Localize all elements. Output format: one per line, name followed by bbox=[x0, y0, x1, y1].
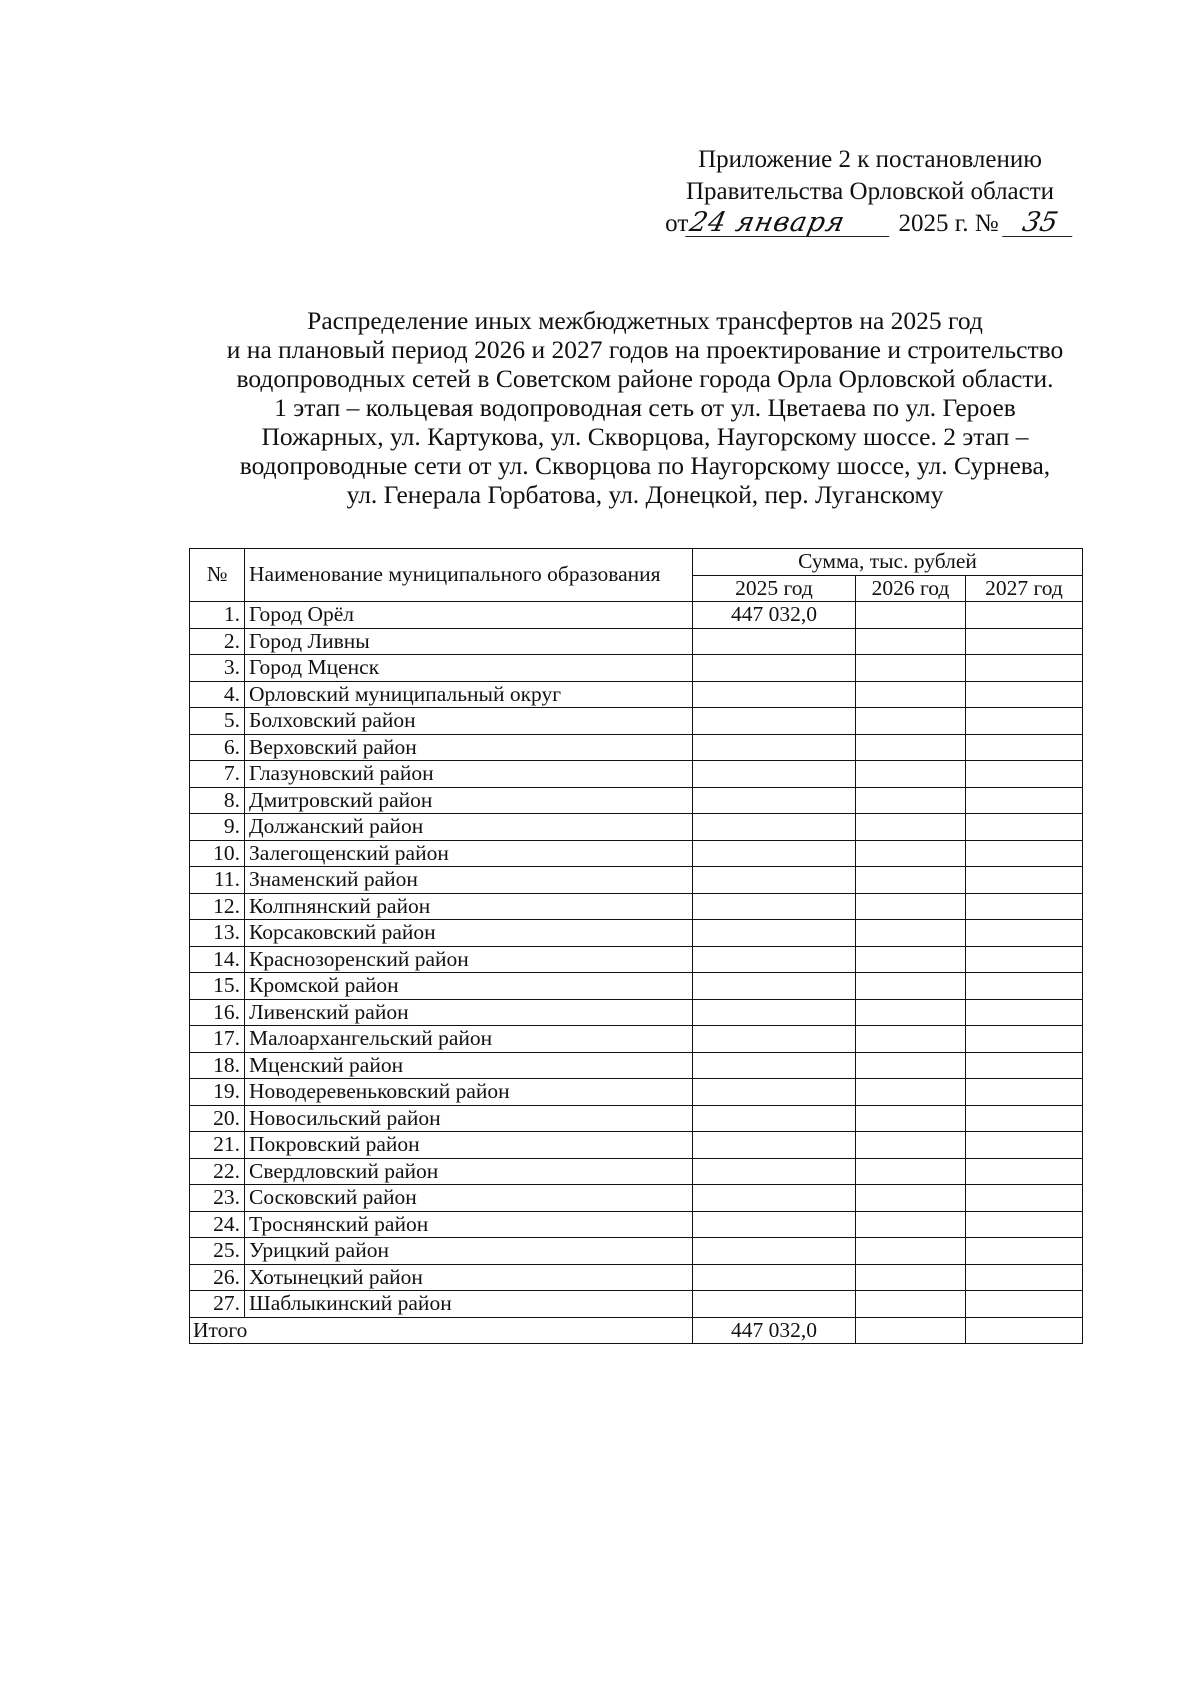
header-sum: Сумма, тыс. рублей bbox=[693, 549, 1083, 576]
header-year-2025: 2025 год bbox=[693, 575, 856, 602]
row-value-2026 bbox=[856, 1132, 966, 1159]
row-number: 20. bbox=[190, 1105, 245, 1132]
handwritten-decree-number: 35 bbox=[1002, 210, 1078, 237]
row-value-2027 bbox=[966, 1211, 1083, 1238]
title-line-3: водопроводных сетей в Советском районе города Орла Орловской области. bbox=[236, 364, 1054, 393]
row-number: 25. bbox=[190, 1238, 245, 1265]
header-municipality-name: Наименование муниципального образования bbox=[245, 549, 693, 602]
row-value-2025 bbox=[693, 946, 856, 973]
row-value-2027 bbox=[966, 602, 1083, 629]
row-value-2026 bbox=[856, 1185, 966, 1212]
total-row bbox=[190, 1317, 1083, 1344]
title-line-2: и на плановый период 2026 и 2027 годов на проектирование и строительство bbox=[226, 335, 1064, 364]
row-value-2027 bbox=[966, 1079, 1083, 1106]
row-municipality-name: Ливенский район bbox=[245, 999, 693, 1026]
row-municipality-name: Знаменский район bbox=[245, 867, 693, 894]
row-value-2025 bbox=[693, 867, 856, 894]
row-value-2025 bbox=[693, 761, 856, 788]
row-number: 17. bbox=[190, 1026, 245, 1053]
row-value-2026 bbox=[856, 1158, 966, 1185]
row-number: 8. bbox=[190, 787, 245, 814]
row-value-2026 bbox=[856, 1079, 966, 1106]
row-value-2027 bbox=[966, 1291, 1083, 1318]
row-value-2025 bbox=[693, 1264, 856, 1291]
header-year-2026: 2026 год bbox=[856, 575, 966, 602]
row-municipality-name: Урицкий район bbox=[245, 1238, 693, 1265]
appendix-line-2: Правительства Орловской области bbox=[685, 178, 1055, 205]
row-value-2027 bbox=[966, 867, 1083, 894]
row-number: 6. bbox=[190, 734, 245, 761]
row-value-2025 bbox=[693, 840, 856, 867]
row-value-2027 bbox=[966, 840, 1083, 867]
row-municipality-name: Должанский район bbox=[245, 814, 693, 841]
row-municipality-name: Мценский район bbox=[245, 1052, 693, 1079]
row-value-2027 bbox=[966, 655, 1083, 682]
row-value-2027 bbox=[966, 946, 1083, 973]
table-row bbox=[190, 999, 1083, 1026]
row-value-2026 bbox=[856, 814, 966, 841]
header-year-2027: 2027 год bbox=[966, 575, 1083, 602]
row-value-2026 bbox=[856, 893, 966, 920]
title-line-7: ул. Генерала Горбатова, ул. Донецкой, пер. Луганскому bbox=[346, 480, 944, 509]
row-value-2027 bbox=[966, 814, 1083, 841]
row-municipality-name: Кромской район bbox=[245, 973, 693, 1000]
appendix-header bbox=[660, 144, 1080, 240]
row-municipality-name: Сосковский район bbox=[245, 1185, 693, 1212]
row-value-2026 bbox=[856, 1052, 966, 1079]
title-line-4: 1 этап – кольцевая водопроводная сеть от ул. Цветаева по ул. Героев bbox=[274, 393, 1016, 422]
row-municipality-name: Новодеревеньковский район bbox=[245, 1079, 693, 1106]
table-row bbox=[190, 628, 1083, 655]
row-municipality-name: Верховский район bbox=[245, 734, 693, 761]
row-municipality-name: Троснянский район bbox=[245, 1211, 693, 1238]
row-value-2027 bbox=[966, 1185, 1083, 1212]
row-value-2026 bbox=[856, 787, 966, 814]
decree-year: 2025 г. № bbox=[898, 210, 999, 237]
table-header-row bbox=[190, 549, 1083, 576]
row-value-2025 bbox=[693, 1132, 856, 1159]
title-line-5: Пожарных, ул. Картукова, ул. Скворцова, Наугорскому шоссе. 2 этап – bbox=[261, 422, 1029, 451]
table-row bbox=[190, 840, 1083, 867]
row-value-2027 bbox=[966, 1026, 1083, 1053]
row-value-2027 bbox=[966, 681, 1083, 708]
title-line-6: водопроводные сети от ул. Скворцова по Наугорскому шоссе, ул. Сурнева, bbox=[239, 451, 1051, 480]
row-number: 16. bbox=[190, 999, 245, 1026]
row-municipality-name: Город Ливны bbox=[245, 628, 693, 655]
row-value-2027 bbox=[966, 734, 1083, 761]
row-number: 5. bbox=[190, 708, 245, 735]
row-municipality-name: Город Орёл bbox=[245, 602, 693, 629]
table-row bbox=[190, 1158, 1083, 1185]
table-row bbox=[190, 1264, 1083, 1291]
row-value-2026 bbox=[856, 840, 966, 867]
table-row bbox=[190, 761, 1083, 788]
row-value-2026 bbox=[856, 1238, 966, 1265]
row-value-2025 bbox=[693, 787, 856, 814]
row-number: 4. bbox=[190, 681, 245, 708]
row-number: 13. bbox=[190, 920, 245, 947]
row-number: 3. bbox=[190, 655, 245, 682]
row-value-2025 bbox=[693, 1158, 856, 1185]
table-body bbox=[190, 602, 1083, 1318]
row-value-2026 bbox=[856, 761, 966, 788]
row-value-2026 bbox=[856, 628, 966, 655]
row-value-2026 bbox=[856, 655, 966, 682]
table-row bbox=[190, 1105, 1083, 1132]
row-number: 2. bbox=[190, 628, 245, 655]
row-number: 14. bbox=[190, 946, 245, 973]
row-value-2026 bbox=[856, 1026, 966, 1053]
table-row bbox=[190, 734, 1083, 761]
title-line-1: Распределение иных межбюджетных трансфертов на 2025 год bbox=[307, 306, 983, 335]
row-value-2027 bbox=[966, 708, 1083, 735]
row-value-2025 bbox=[693, 920, 856, 947]
row-value-2025: 447 032,0 bbox=[693, 602, 856, 629]
row-municipality-name: Болховский район bbox=[245, 708, 693, 735]
row-value-2025 bbox=[693, 628, 856, 655]
row-value-2025 bbox=[693, 1185, 856, 1212]
row-municipality-name: Орловский муниципальный округ bbox=[245, 681, 693, 708]
row-number: 21. bbox=[190, 1132, 245, 1159]
row-value-2025 bbox=[693, 681, 856, 708]
row-value-2027 bbox=[966, 999, 1083, 1026]
row-value-2027 bbox=[966, 761, 1083, 788]
row-value-2025 bbox=[693, 1238, 856, 1265]
header-number: № bbox=[190, 549, 245, 602]
row-municipality-name: Хотынецкий район bbox=[245, 1264, 693, 1291]
row-municipality-name: Город Мценск bbox=[245, 655, 693, 682]
row-value-2025 bbox=[693, 814, 856, 841]
row-value-2027 bbox=[966, 973, 1083, 1000]
row-municipality-name: Дмитровский район bbox=[245, 787, 693, 814]
row-municipality-name: Малоархангельский район bbox=[245, 1026, 693, 1053]
row-value-2026 bbox=[856, 734, 966, 761]
table-row bbox=[190, 708, 1083, 735]
table-row bbox=[190, 1211, 1083, 1238]
row-value-2026 bbox=[856, 867, 966, 894]
row-municipality-name: Глазуновский район bbox=[245, 761, 693, 788]
row-municipality-name: Колпнянский район bbox=[245, 893, 693, 920]
row-value-2026 bbox=[856, 708, 966, 735]
table-row bbox=[190, 1079, 1083, 1106]
row-municipality-name: Корсаковский район bbox=[245, 920, 693, 947]
row-value-2026 bbox=[856, 1105, 966, 1132]
row-value-2025 bbox=[693, 655, 856, 682]
row-value-2026 bbox=[856, 681, 966, 708]
row-value-2025 bbox=[693, 1105, 856, 1132]
table-row bbox=[190, 893, 1083, 920]
table-row bbox=[190, 946, 1083, 973]
table-row bbox=[190, 1052, 1083, 1079]
table-row bbox=[190, 973, 1083, 1000]
row-value-2026 bbox=[856, 1264, 966, 1291]
table-row bbox=[190, 1132, 1083, 1159]
row-value-2025 bbox=[693, 893, 856, 920]
row-municipality-name: Шаблыкинский район bbox=[245, 1291, 693, 1318]
row-value-2025 bbox=[693, 1026, 856, 1053]
row-value-2025 bbox=[693, 1291, 856, 1318]
row-number: 18. bbox=[190, 1052, 245, 1079]
row-number: 15. bbox=[190, 973, 245, 1000]
row-value-2026 bbox=[856, 1211, 966, 1238]
row-value-2027 bbox=[966, 628, 1083, 655]
distribution-table bbox=[189, 548, 1083, 1344]
row-value-2025 bbox=[693, 708, 856, 735]
table-row bbox=[190, 602, 1083, 629]
table-row bbox=[190, 1026, 1083, 1053]
row-number: 7. bbox=[190, 761, 245, 788]
row-municipality-name: Залегощенский район bbox=[245, 840, 693, 867]
row-number: 1. bbox=[190, 602, 245, 629]
row-value-2025 bbox=[693, 1052, 856, 1079]
table-row bbox=[190, 1238, 1083, 1265]
table-row bbox=[190, 655, 1083, 682]
row-value-2027 bbox=[966, 1238, 1083, 1265]
row-value-2026 bbox=[856, 946, 966, 973]
table-row bbox=[190, 814, 1083, 841]
row-value-2025 bbox=[693, 973, 856, 1000]
row-number: 22. bbox=[190, 1158, 245, 1185]
row-number: 9. bbox=[190, 814, 245, 841]
row-value-2027 bbox=[966, 1264, 1083, 1291]
row-number: 10. bbox=[190, 840, 245, 867]
row-number: 11. bbox=[190, 867, 245, 894]
table-row bbox=[190, 1291, 1083, 1318]
row-value-2027 bbox=[966, 1105, 1083, 1132]
row-value-2025 bbox=[693, 1211, 856, 1238]
total-2025: 447 032,0 bbox=[693, 1317, 856, 1344]
total-label: Итого bbox=[190, 1317, 693, 1344]
appendix-line-1: Приложение 2 к постановлению bbox=[698, 146, 1042, 173]
row-value-2027 bbox=[966, 893, 1083, 920]
row-value-2026 bbox=[856, 973, 966, 1000]
table-row bbox=[190, 787, 1083, 814]
table-row bbox=[190, 1185, 1083, 1212]
row-municipality-name: Краснозоренский район bbox=[245, 946, 693, 973]
row-number: 23. bbox=[190, 1185, 245, 1212]
row-value-2027 bbox=[966, 1158, 1083, 1185]
row-value-2026 bbox=[856, 1291, 966, 1318]
row-value-2025 bbox=[693, 734, 856, 761]
row-municipality-name: Свердловский район bbox=[245, 1158, 693, 1185]
row-value-2025 bbox=[693, 1079, 856, 1106]
table-row bbox=[190, 920, 1083, 947]
row-value-2026 bbox=[856, 999, 966, 1026]
table-row bbox=[190, 681, 1083, 708]
row-value-2027 bbox=[966, 920, 1083, 947]
row-number: 27. bbox=[190, 1291, 245, 1318]
decree-reference bbox=[660, 208, 1080, 240]
handwritten-date: 24 января bbox=[685, 210, 895, 237]
row-value-2026 bbox=[856, 602, 966, 629]
total-2027 bbox=[966, 1317, 1083, 1344]
decree-from-prefix: от bbox=[665, 210, 689, 237]
document-title bbox=[200, 306, 1090, 509]
row-value-2027 bbox=[966, 1132, 1083, 1159]
row-municipality-name: Новосильский район bbox=[245, 1105, 693, 1132]
row-number: 19. bbox=[190, 1079, 245, 1106]
row-number: 12. bbox=[190, 893, 245, 920]
row-value-2026 bbox=[856, 920, 966, 947]
row-municipality-name: Покровский район bbox=[245, 1132, 693, 1159]
total-2026 bbox=[856, 1317, 966, 1344]
row-value-2027 bbox=[966, 1052, 1083, 1079]
row-number: 24. bbox=[190, 1211, 245, 1238]
table-row bbox=[190, 867, 1083, 894]
row-number: 26. bbox=[190, 1264, 245, 1291]
row-value-2025 bbox=[693, 999, 856, 1026]
row-value-2027 bbox=[966, 787, 1083, 814]
